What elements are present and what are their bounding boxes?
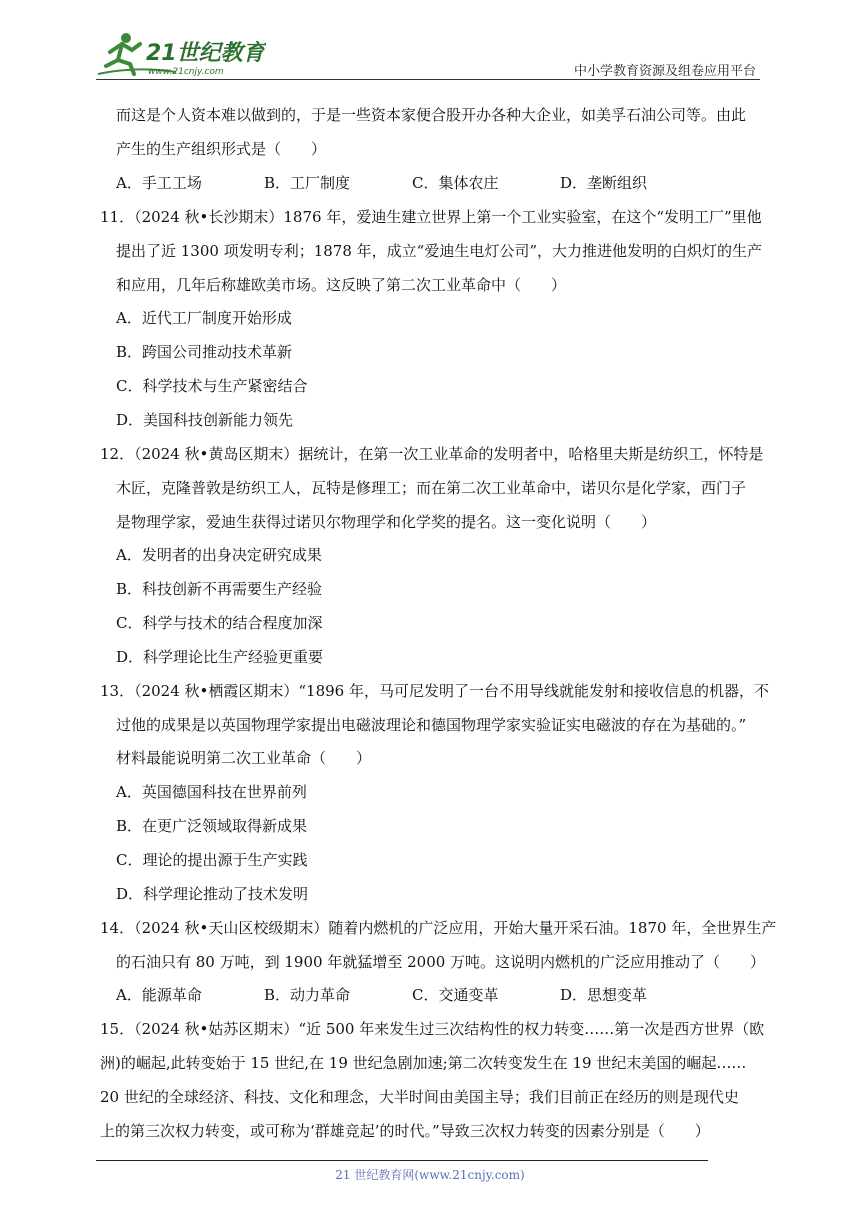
q13-option-b[interactable]: B．在更广泛领域取得新成果 bbox=[116, 817, 308, 835]
q14-line-2: 的石油只有 80 万吨，到 1900 年就猛增至 2000 万吨。这说明内燃机的广泛应用推动了（ ） bbox=[116, 953, 766, 971]
site-logo[interactable] bbox=[96, 30, 266, 78]
logo-url: www.21cnjy.com bbox=[148, 67, 224, 77]
q13-option-a[interactable]: A．英国德国科技在世界前列 bbox=[116, 783, 307, 801]
q13-option-c[interactable]: C．理论的提出源于生产实践 bbox=[116, 851, 308, 869]
q12-line-2: 木匠，克隆普敦是纺织工人，瓦特是修理工；而在第二次工业革命中，诺贝尔是化学家，西门子 bbox=[116, 479, 747, 497]
option-a[interactable]: A．手工工场 bbox=[116, 174, 202, 192]
q11-option-c[interactable]: C．科学技术与生产紧密结合 bbox=[116, 377, 308, 395]
q11-line-2: 提出了近 1300 项发明专利；1878 年，成立“爱迪生电灯公司”，大力推进他发明的白炽灯的生产 bbox=[116, 242, 762, 260]
q11-option-b[interactable]: B．跨国公司推动技术革新 bbox=[116, 343, 293, 361]
q15-line-4: 上的第三次权力转变，或可称为‘群雄竞起’的时代。”导致三次权力转变的因素分别是（ ） bbox=[100, 1122, 710, 1140]
footer-divider bbox=[96, 1160, 708, 1161]
page-footer[interactable]: 21 世纪教育网(www.21cnjy.com) bbox=[335, 1168, 525, 1182]
q15-line-3: 20 世纪的全球经济、科技、文化和理念，大半时间由美国主导；我们目前正在经历的则是现代史 bbox=[100, 1088, 739, 1106]
q14-options bbox=[116, 985, 647, 1005]
option-d[interactable]: D．垄断组织 bbox=[560, 174, 648, 192]
q13-line-1: 13．（2024 秋•栖霞区期末）“1896 年，马可尼发明了一台不用导线就能发射和接收信息的机器，不 bbox=[100, 682, 769, 700]
q13-line-3: 材料最能说明第二次工业革命（ ） bbox=[116, 749, 372, 767]
q12-option-c[interactable]: C．科学与技术的结合程度加深 bbox=[116, 614, 323, 632]
q10-line-2: 产生的生产组织形式是（ ） bbox=[116, 140, 327, 158]
option-c[interactable]: C．集体农庄 bbox=[412, 174, 499, 192]
q12-line-1: 12．（2024 秋•黄岛区期末）据统计，在第一次工业革命的发明者中，哈格里夫斯是纺织工，怀特是 bbox=[100, 445, 764, 463]
q15-line-1: 15．（2024 秋•姑苏区期末）“近 500 年来发生过三次结构性的权力转变……第一次是西方世界（欧 bbox=[100, 1020, 765, 1038]
option-d[interactable]: D．思想变革 bbox=[560, 986, 648, 1004]
option-b[interactable]: B．动力革命 bbox=[264, 986, 351, 1004]
q12-option-b[interactable]: B．科技创新不再需要生产经验 bbox=[116, 580, 323, 598]
option-b[interactable]: B．工厂制度 bbox=[264, 174, 351, 192]
q13-line-2: 过他的成果是以英国物理学家提出电磁波理论和德国物理学家实验证实电磁波的存在为基础的。” bbox=[116, 716, 747, 734]
q14-line-1: 14．（2024 秋•天山区校级期末）随着内燃机的广泛应用，开始大量开采石油。1870 年，全世界生产 bbox=[100, 919, 777, 937]
q12-option-d[interactable]: D．科学理论比生产经验更重要 bbox=[116, 648, 324, 666]
option-c[interactable]: C．交通变革 bbox=[412, 986, 499, 1004]
q11-line-3: 和应用，几年后称雄欧美市场。这反映了第二次工业革命中（ ） bbox=[116, 276, 567, 294]
logo-text: 21世纪教育 bbox=[146, 41, 265, 66]
q11-option-d[interactable]: D．美国科技创新能力领先 bbox=[116, 411, 294, 429]
platform-name: 中小学教育资源及组卷应用平台 bbox=[573, 64, 756, 79]
q10-options bbox=[116, 173, 647, 193]
page-header bbox=[0, 0, 860, 84]
option-a[interactable]: A．能源革命 bbox=[116, 986, 202, 1004]
q11-option-a[interactable]: A．近代工厂制度开始形成 bbox=[116, 309, 292, 327]
q15-line-2: 洲)的崛起,此转变始于 15 世纪,在 19 世纪急剧加速;第二次转变发生在 19 世纪末美国的崛起…… bbox=[100, 1054, 747, 1072]
q11-line-1: 11．（2024 秋•长沙期末）1876 年，爱迪生建立世界上第一个工业实验室，在这个“发明工厂”里他 bbox=[100, 208, 762, 226]
q12-option-a[interactable]: A．发明者的出身决定研究成果 bbox=[116, 546, 322, 564]
q10-line-1: 而这是个人资本难以做到的，于是一些资本家便合股开办各种大企业，如美孚石油公司等。由此 bbox=[116, 106, 747, 124]
q12-line-3: 是物理学家，爱迪生获得过诺贝尔物理学和化学奖的提名。这一变化说明（ ） bbox=[116, 513, 657, 531]
header-divider bbox=[96, 79, 760, 80]
q13-option-d[interactable]: D．科学理论推动了技术发明 bbox=[116, 885, 309, 903]
logo-graphic bbox=[96, 30, 266, 78]
